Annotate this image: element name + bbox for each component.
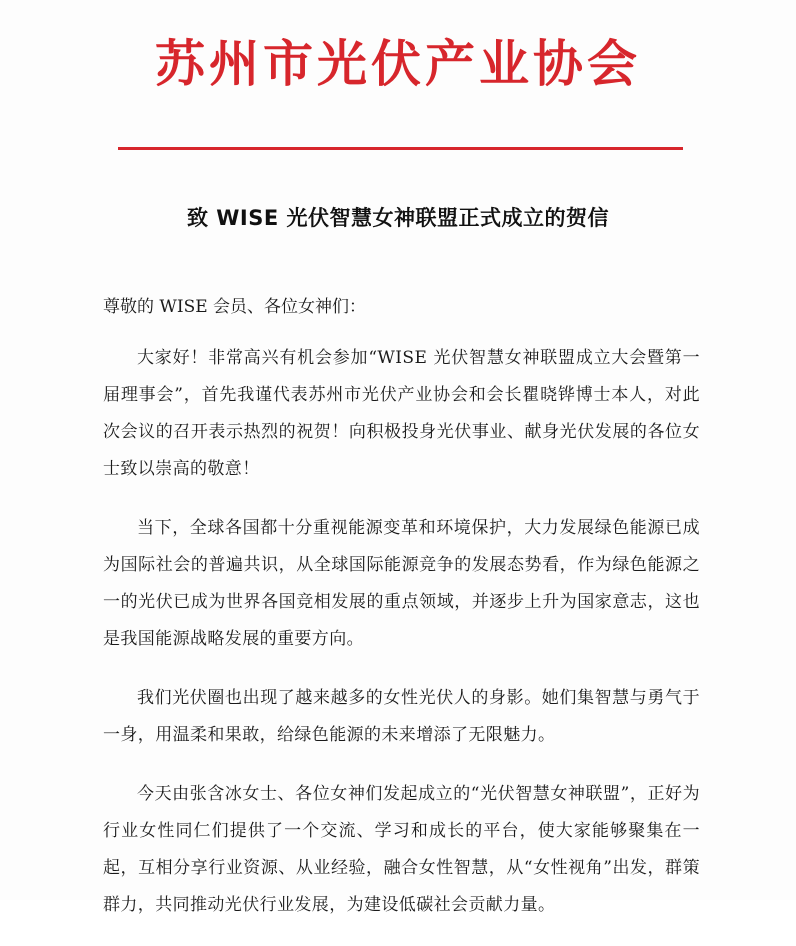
organization-name: 苏州市光伏产业协会: [155, 35, 641, 93]
paragraph-1: 大家好！非常高兴有机会参加“WISE 光伏智慧女神联盟成立大会暨第一届理事会”，首先我谨代表苏州市光伏产业协会和会长瞿晓铧博士本人，对此次会议的召开表示热烈的祝贺！向积极投身光伏事业、献身光伏发展的各位女士致以崇高的敬意！: [103, 348, 700, 479]
letter-body: [103, 340, 700, 946]
salutation: 尊敬的 WISE 会员、各位女神们：: [103, 297, 367, 317]
paragraph-3: 我们光伏圈也出现了越来越多的女性光伏人的身影。她们集智慧与勇气于一身，用温柔和果敢，给绿色能源的未来增添了无限魅力。: [103, 688, 700, 745]
paragraph-4: 今天由张含冰女士、各位女神们发起成立的“光伏智慧女神联盟”，正好为行业女性同仁们提供了一个交流、学习和成长的平台，使大家能够聚集在一起，互相分享行业资源、从业经验，融合女性智慧，从“女性视角”出发，群策群力，共同推动光伏行业发展，为建设低碳社会贡献力量。: [103, 784, 700, 915]
letter-title: 致 WISE 光伏智慧女神联盟正式成立的贺信: [186, 206, 610, 230]
header-divider: [118, 147, 683, 150]
paragraph-2: 当下，全球各国都十分重视能源变革和环境保护，大力发展绿色能源已成为国际社会的普遍共识，从全球国际能源竞争的发展态势看，作为绿色能源之一的光伏已成为世界各国竞相发展的重点领域，并逐步上升为国家意志，这也是我国能源战略发展的重要方向。: [103, 518, 700, 649]
